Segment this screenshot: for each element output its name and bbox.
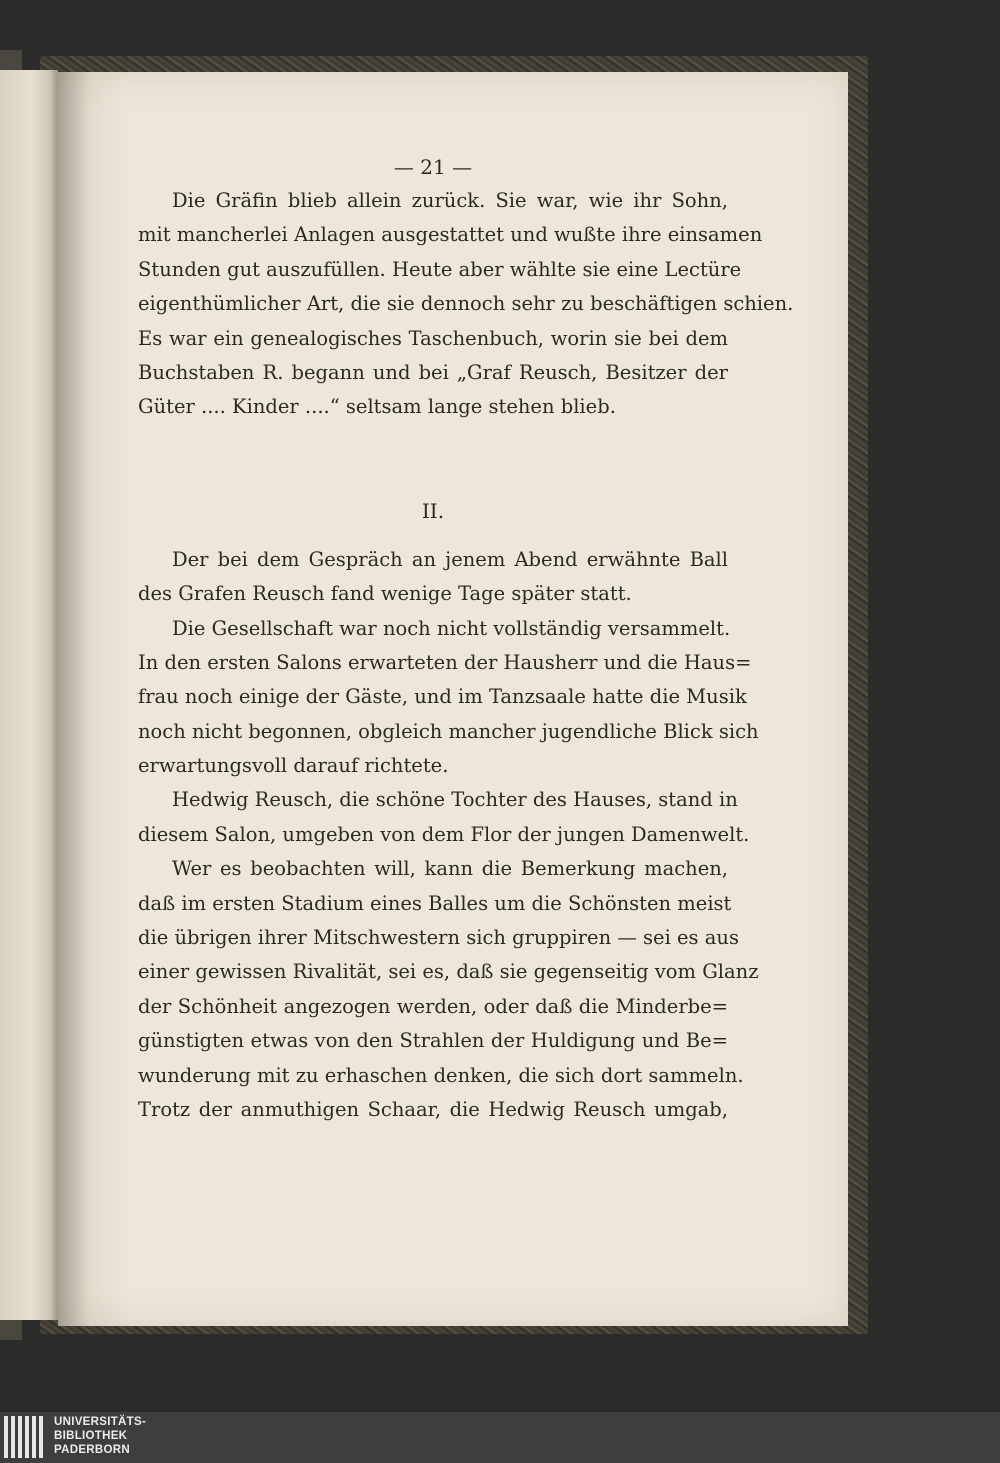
paragraph-4 [138, 783, 750, 852]
section-heading: II. [421, 498, 445, 523]
text-line: der Schönheit angezogen werden, oder daß die Minderbe= [138, 994, 728, 1018]
paragraph-1 [138, 184, 794, 425]
text-line: des Grafen Reusch fand wenige Tage später statt. [138, 582, 632, 606]
text-line: eigenthümlicher Art, die sie dennoch sehr zu beschäftigen schien. [138, 292, 794, 316]
text-line: Es war ein genealogisches Taschenbuch, worin sie bei dem [138, 326, 728, 350]
text-line: erwartungsvoll darauf richtete. [138, 754, 449, 778]
text-line: Die Gräfin blieb allein zurück. Sie war, wie ihr Sohn, [172, 189, 728, 212]
text-line: mit mancherlei Anlagen ausgestattet und wußte ihre einsamen [138, 223, 763, 247]
text-line: Die Gesellschaft war noch nicht vollständig versammelt. [172, 616, 731, 640]
text-line: daß im ersten Stadium eines Balles um die Schönsten meist [138, 891, 732, 915]
text-line: günstigten etwas von den Strahlen der Huldigung und Be= [138, 1029, 728, 1053]
logo-line-2: BIBLIOTHEK [54, 1430, 128, 1442]
text-line: Güter .... Kinder ....“ seltsam lange stehen blieb. [138, 395, 616, 419]
text-line: die übrigen ihrer Mitschwestern sich gruppiren — sei es aus [138, 926, 739, 950]
facing-page-edge [0, 70, 58, 1320]
logo-line-1: UNIVERSITÄTS- [54, 1416, 147, 1428]
paragraph-5 [138, 852, 759, 1127]
library-footer [0, 1412, 1000, 1463]
text-line: Wer es beobachten will, kann die Bemerkung machen, [172, 857, 728, 881]
text-line: Der bei dem Gespräch an jenem Abend erwähnte Ball [172, 547, 728, 571]
text-line: wunderung mit zu erhaschen denken, die sich dort sammeln. [138, 1063, 744, 1087]
text-line: noch nicht begonnen, obgleich mancher jugendliche Blick sich [138, 719, 759, 743]
text-line: Trotz der anmuthigen Schaar, die Hedwig Reusch umgab, [138, 1097, 728, 1121]
gutter-shadow [58, 72, 128, 1326]
logo-line-3: PADERBORN [54, 1444, 130, 1456]
book-page [58, 72, 848, 1326]
paragraph-2 [138, 543, 728, 612]
barcode-stripes-icon [4, 1416, 46, 1458]
text-line: In den ersten Salons erwarteten der Hausherr und die Haus= [138, 650, 752, 674]
text-line: diesem Salon, umgeben von dem Flor der jungen Damenwelt. [138, 822, 750, 846]
text-line: Buchstaben R. begann und bei „Graf Reusch, Besitzer der [138, 360, 728, 384]
page-number: — 21 — [393, 155, 473, 179]
page-text [138, 152, 794, 1127]
text-line: einer gewissen Rivalität, sei es, daß sie gegenseitig vom Glanz [138, 960, 759, 984]
text-line: Hedwig Reusch, die schöne Tochter des Hauses, stand in [172, 788, 738, 812]
text-line: Stunden gut auszufüllen. Heute aber wählte sie eine Lectüre [138, 257, 742, 281]
library-logo-text [54, 1415, 146, 1457]
paragraph-3 [138, 612, 759, 784]
text-line: frau noch einige der Gäste, und im Tanzsaale hatte die Musik [138, 685, 747, 709]
